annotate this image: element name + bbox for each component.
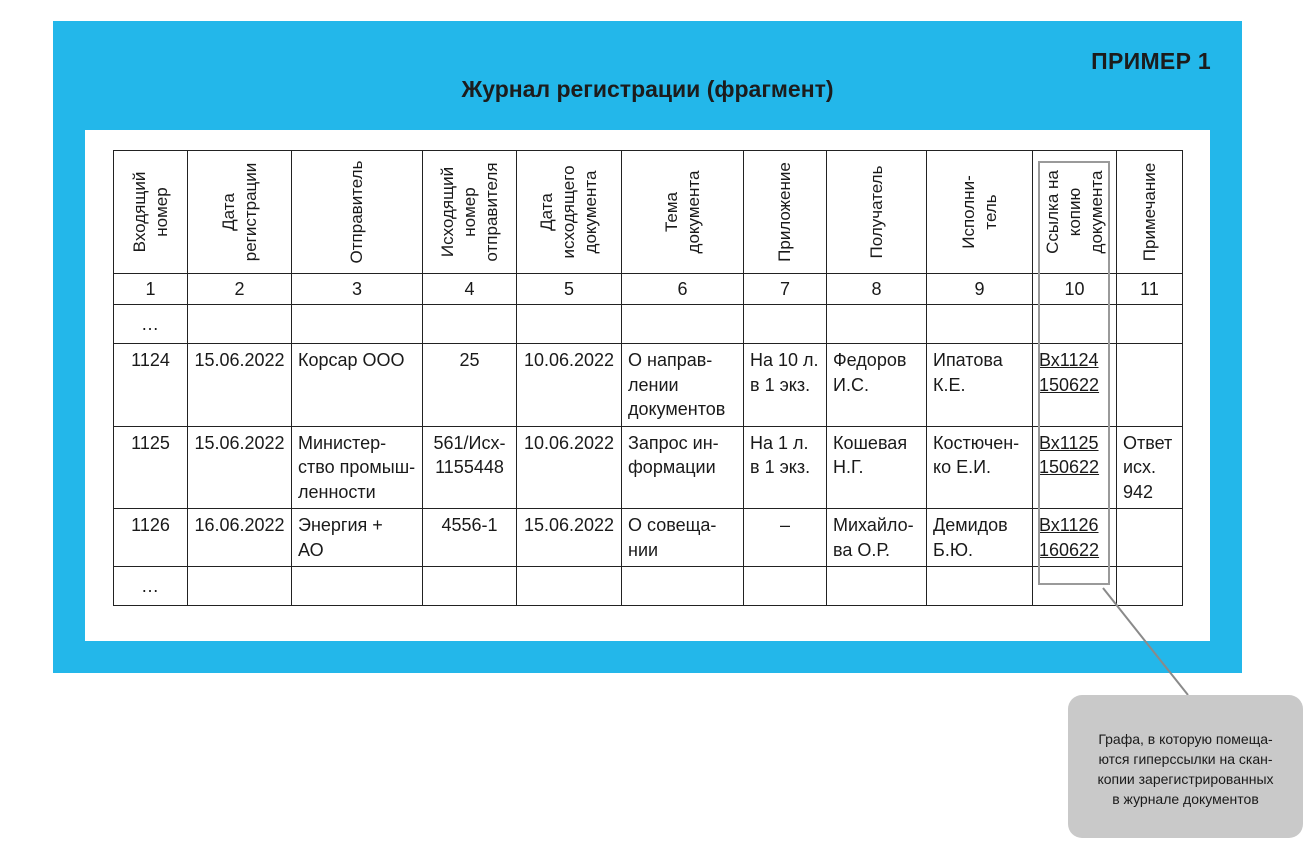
outgoing-number: 4556-1 [441,515,498,535]
header-label [774,162,796,262]
empty-cell [188,567,292,606]
outgoing-date: 15.06.2022 [523,515,615,535]
registration-date-cell [188,344,292,427]
header-cell [517,151,622,274]
header-cell [292,151,423,274]
table-row [114,509,1183,567]
header-label [346,161,368,264]
column-number: 3 [292,274,423,305]
recipient: ва О.Р. [833,539,890,560]
recipient: Н.Г. [833,457,864,477]
document-link[interactable]: Вх1126 [1039,515,1099,535]
ellipsis-row [114,567,1183,606]
page-title: Журнал регистрации (фрагмент) [461,76,834,102]
empty-cell [423,567,517,606]
outgoing-number: 1155448 [435,457,504,477]
sender: ленности [298,481,376,502]
column-number: 9 [927,274,1033,305]
column-number: 10 [1033,274,1117,305]
header-label-line: Входящий [129,171,149,253]
executor: Ипатова [933,350,1003,370]
executor: Костючен- [933,432,1020,453]
document-subject: нии [628,539,659,560]
empty-cell [622,305,744,344]
header-label-line: Примечание [1139,162,1159,262]
empty-cell [423,305,517,344]
header-label-line: документа [581,170,600,254]
sender: ство промыш- [298,457,416,477]
executor-cell [927,344,1033,427]
column-number: 2 [188,274,292,305]
header-label-line: Ссылка на [1042,170,1062,254]
document-subject: формации [628,457,716,477]
document-link[interactable]: Вх1125 [1039,432,1099,453]
recipient-cell [827,426,927,509]
header-label [958,175,1002,248]
executor-cell [927,509,1033,567]
sender-cell [292,509,423,567]
outgoing-number-cell [423,509,517,567]
note-cell [1117,509,1183,567]
incoming-number: 1126 [131,515,170,535]
empty-cell [292,567,423,606]
attachment-cell [744,426,827,509]
document-subject-cell [622,426,744,509]
header-label-line: номер [151,187,171,237]
recipient-cell [827,509,927,567]
header-label [866,166,888,259]
sender-cell [292,426,423,509]
outgoing-date: 10.06.2022 [523,350,615,370]
header-label-line: документа [683,170,703,254]
empty-cell [744,305,827,344]
header-label-line: копию [1064,187,1084,237]
executor: К.Е. [933,374,966,395]
attachment-cell [744,344,827,427]
outgoing-date: 10.06.2022 [523,432,615,453]
column-number: 11 [1117,274,1183,305]
attachment: – [779,515,790,535]
document-subject: лении [628,374,679,395]
header-label [218,163,262,262]
incoming-number: 1124 [131,350,170,370]
registration-date-cell [188,426,292,509]
empty-cell [292,305,423,344]
table-row [114,426,1183,509]
column-number-row [114,274,1183,305]
outgoing-number-cell [423,344,517,427]
outgoing-date-cell [517,426,622,509]
header-label-line: регистрации [240,162,260,262]
outgoing-number: 25 [459,350,480,370]
header-cell [188,151,292,274]
recipient-cell [827,344,927,427]
document-subject: О совеща- [628,515,717,535]
executor: ко Е.И. [933,457,992,477]
header-cell [744,151,827,274]
callout-note [1068,695,1303,838]
callout-text-line: копии зарегистрированных [1097,771,1274,787]
incoming-number-cell [114,426,188,509]
sender: АО [298,539,324,560]
recipient: Кошевая [833,432,908,453]
incoming-number: 1125 [131,432,170,453]
link-column-highlight [1038,161,1110,585]
header-cell [827,151,927,274]
outgoing-number: 561/Исх- [433,432,506,453]
empty-cell [927,567,1033,606]
empty-cell [1117,305,1183,344]
registration-date: 15.06.2022 [194,350,285,370]
registration-date-cell [188,509,292,567]
header-cell [423,151,517,274]
header-label [437,162,503,261]
attachment: На 10 л. [750,350,819,370]
executor-cell [927,426,1033,509]
header-cell [927,151,1033,274]
header-cell [114,151,188,274]
attachment-cell [744,509,827,567]
header-label-line: Тема [661,191,681,233]
header-label-line: Исходящий [437,166,457,258]
sender-cell [292,344,423,427]
header-label-line: исходящего [559,165,578,259]
outgoing-number-cell [423,426,517,509]
recipient: И.С. [833,374,869,395]
registration-date: 16.06.2022 [194,515,285,535]
empty-cell [827,305,927,344]
header-label [1139,163,1161,261]
note-cell [1117,344,1183,427]
sender: Министер- [298,432,387,453]
ellipsis-cell: … [114,567,188,606]
recipient: Федоров [833,350,907,370]
attachment: в 1 экз. [750,374,811,395]
column-number: 7 [744,274,827,305]
empty-cell [1117,567,1183,606]
note-cell [1117,426,1183,509]
attachment: в 1 экз. [750,457,811,477]
document-subject: О направ- [628,350,713,370]
empty-cell [827,567,927,606]
callout-text-line: в журнале документов [1112,791,1259,807]
table-header-row [114,151,1183,274]
outgoing-date-cell [517,344,622,427]
header-label-line: Отправитель [347,160,366,264]
document-subject: Запрос ин- [628,432,719,453]
executor: Демидов [933,515,1008,535]
incoming-number-cell [114,509,188,567]
column-number: 5 [517,274,622,305]
incoming-number-cell [114,344,188,427]
header-label-line: документа [1086,170,1106,254]
header-label-line: Приложение [775,162,794,262]
document-subject-cell [622,509,744,567]
column-number: 6 [622,274,744,305]
document-link[interactable]: 150622 [1039,457,1100,477]
document-link[interactable]: 160622 [1039,539,1100,560]
empty-cell [188,305,292,344]
column-number: 1 [114,274,188,305]
document-subject: документов [628,399,726,419]
note: 942 [1123,481,1154,502]
callout-text-line: ются гиперссылки на скан- [1098,751,1273,767]
header-label-line: тель [980,194,1000,230]
header-label [129,172,173,253]
table-row [114,344,1183,427]
registration-date: 15.06.2022 [194,432,285,453]
empty-cell [622,567,744,606]
header-label-line: Получатель [866,165,886,259]
sender: Энергия + [298,515,383,535]
column-number: 4 [423,274,517,305]
sender: Корсар ООО [298,350,405,370]
document-link[interactable]: 150622 [1039,374,1100,395]
callout-text-line: Графа, в которую помеща- [1098,731,1273,747]
example-label: ПРИМЕР 1 [1091,48,1211,74]
empty-cell [744,567,827,606]
recipient: Михайло- [833,515,914,535]
header-cell [622,151,744,274]
header-label-line: Дата [537,193,556,231]
executor: Б.Ю. [933,539,973,560]
header-label [536,165,602,258]
document-link[interactable]: Вх1124 [1039,350,1099,370]
registration-journal-table [113,150,1183,606]
header-label-line: Исполни- [958,175,978,249]
ellipsis-row [114,305,1183,344]
attachment: На 1 л. [750,432,809,453]
header-label [661,171,705,254]
outgoing-date-cell [517,509,622,567]
header-cell [1117,151,1183,274]
note: Ответ [1123,432,1173,453]
document-subject-cell [622,344,744,427]
empty-cell [517,567,622,606]
ellipsis-cell: … [114,305,188,344]
header-label-line: отправителя [481,162,501,262]
column-number: 8 [827,274,927,305]
header-label-line: номер [459,187,479,237]
empty-cell [517,305,622,344]
header-label-line: Дата [218,193,238,231]
empty-cell [927,305,1033,344]
note: исх. [1123,457,1157,477]
